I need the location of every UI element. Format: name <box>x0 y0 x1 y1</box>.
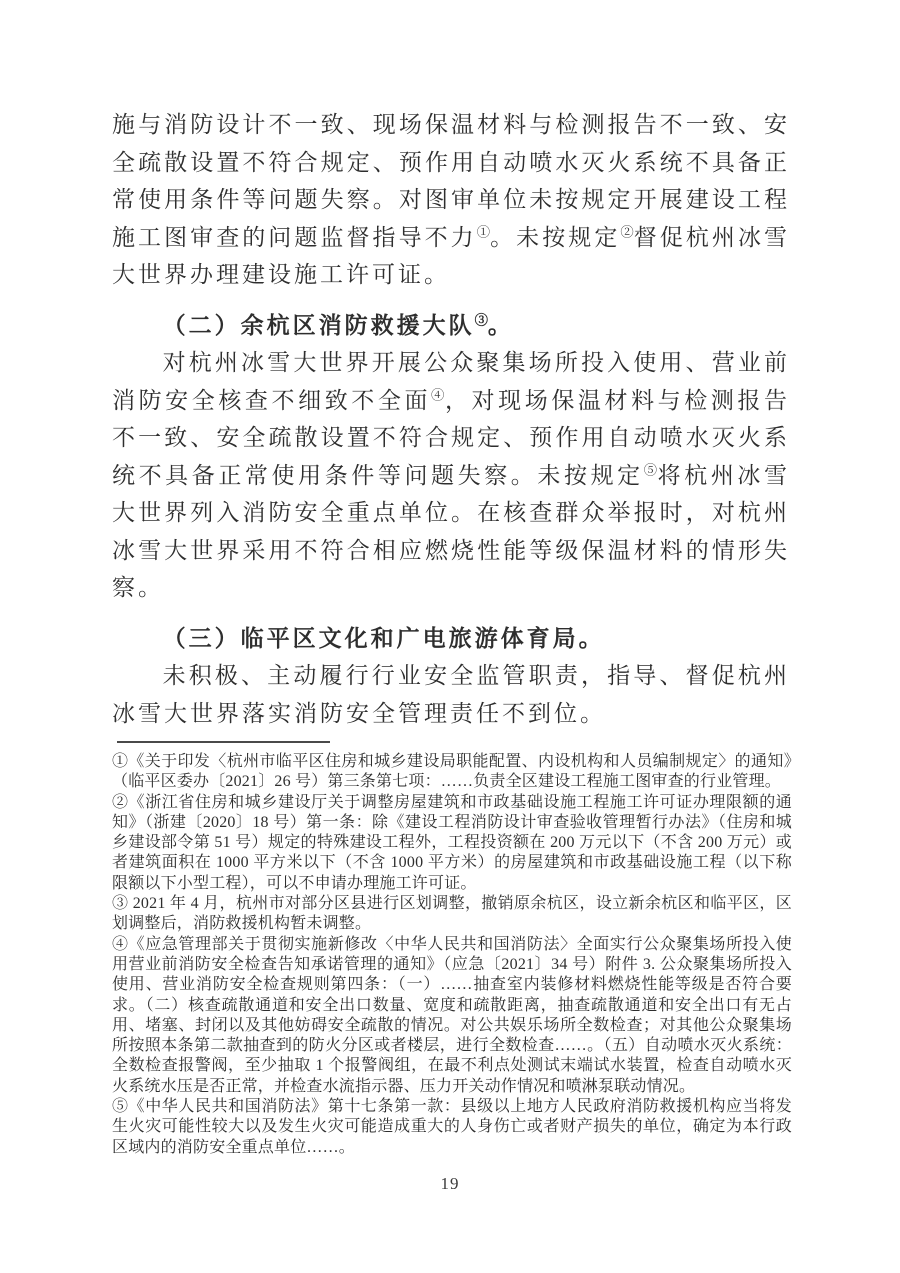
footnote: ④《应急管理部关于贯彻实施新修改〈中华人民共和国消防法〉全面实行公众聚集场所投入使用营业前消防安全检查告知承诺管理的通知》（应急〔2021〕34 号）附件 3. 公众聚集场所投入使用、营业消防安全检查规则第四条：（一）……抽查室内装修材料燃烧性能等级是否符合要求。（二）核查疏散通道和安全出口数量、宽度和疏散距离，抽查疏散通道和安全出口有无占用、堵塞、封闭以及其他妨碍安全疏散的情况。对公共娱乐场所全数检查；对其他公众聚集场所按照本条第二款抽查到的防火分区或者楼层，进行全数检查……。（五）自动喷水灭火系统：全数检查报警阀，至少抽取 1 个报警阀组，在最不利点处测试末端试水装置，检查自动喷水灭火系统水压是否正常，并检查水流指示器、压力开关动作情况和喷淋泵联动情况。 <box>112 935 792 1095</box>
body-paragraph: 未积极、主动履行行业安全监管职责，指导、督促杭州冰雪大世界落实消防安全管理责任不到位。 <box>112 663 790 726</box>
footnote-reference: ⑤ <box>643 461 658 477</box>
footnote: ①《关于印发〈杭州市临平区住房和城乡建设局职能配置、内设机构和人员编制规定〉的通知》（临平区委办〔2021〕26 号）第三条第七项：……负责全区建设工程施工图审查的行业管理。 <box>112 753 792 791</box>
body-paragraph: 施与消防设计不一致、现场保温材料与检测报告不一致、安全疏散设置不符合规定、预作用自动喷水灭火系统不具备正常使用条件等问题失察。对图审单位未按规定开展建设工程施工图审查的问题监督指导不力①。未按规定②督促杭州冰雪大世界办理建设施工许可证。 <box>112 112 791 287</box>
section-heading: （二）余杭区消防救援大队③。 <box>162 311 514 338</box>
footnote-reference: ④ <box>431 386 445 402</box>
body-paragraph: 对杭州冰雪大世界开展公众聚集场所投入使用、营业前消防安全核查不细致不全面④，对现场保温材料与检测报告不一致、安全疏散设置不符合规定、预作用自动喷水灭火系统不具备正常使用条件等问题失察。未按规定⑤将杭州冰雪大世界列入消防安全重点单位。在核查群众举报时，对杭州冰雪大世界采用不符合相应燃烧性能等级保温材料的情形失察。 <box>112 350 791 600</box>
footnote-reference: ② <box>620 223 634 239</box>
footnote: ②《浙江省住房和城乡建设厅关于调整房屋建筑和市政基础设施工程施工许可证办理限额的通知》（浙建〔2020〕18 号）第一条：除《建设工程消防设计审查验收管理暂行办法》（住房和城乡建设部令第 51 号）规定的特殊建设工程外，工程投资额在 200 万元以下（不含 200 万元）或者建筑面积在 1000 平方米以下（不含 1000 平方米）的房屋建筑和市政基础设施工程（以下称限额以下小型工程），可以不申请办理施工许可证。 <box>112 793 792 892</box>
footnote-separator <box>117 741 330 743</box>
section-heading: （三）临平区文化和广电旅游体育局。 <box>162 625 605 651</box>
body-text <box>112 106 790 732</box>
page-number: 19 <box>440 1174 460 1193</box>
footnote-reference: ③ <box>474 311 488 327</box>
footnote: ⑤《中华人民共和国消防法》第十七条第一款：县级以上地方人民政府消防救援机构应当将发生火灾可能性较大以及发生火灾可能造成重大的人身伤亡或者财产损失的单位，确定为本行政区域内的消防安全重点单位……。 <box>112 1098 792 1156</box>
footnote-reference: ① <box>476 223 491 239</box>
footnote: ③ 2021 年 4 月，杭州市对部分区县进行区划调整，撤销原余杭区，设立新余杭区和临平区，区划调整后，消防救援机构暂未调整。 <box>112 895 792 933</box>
footnotes <box>112 752 792 1158</box>
